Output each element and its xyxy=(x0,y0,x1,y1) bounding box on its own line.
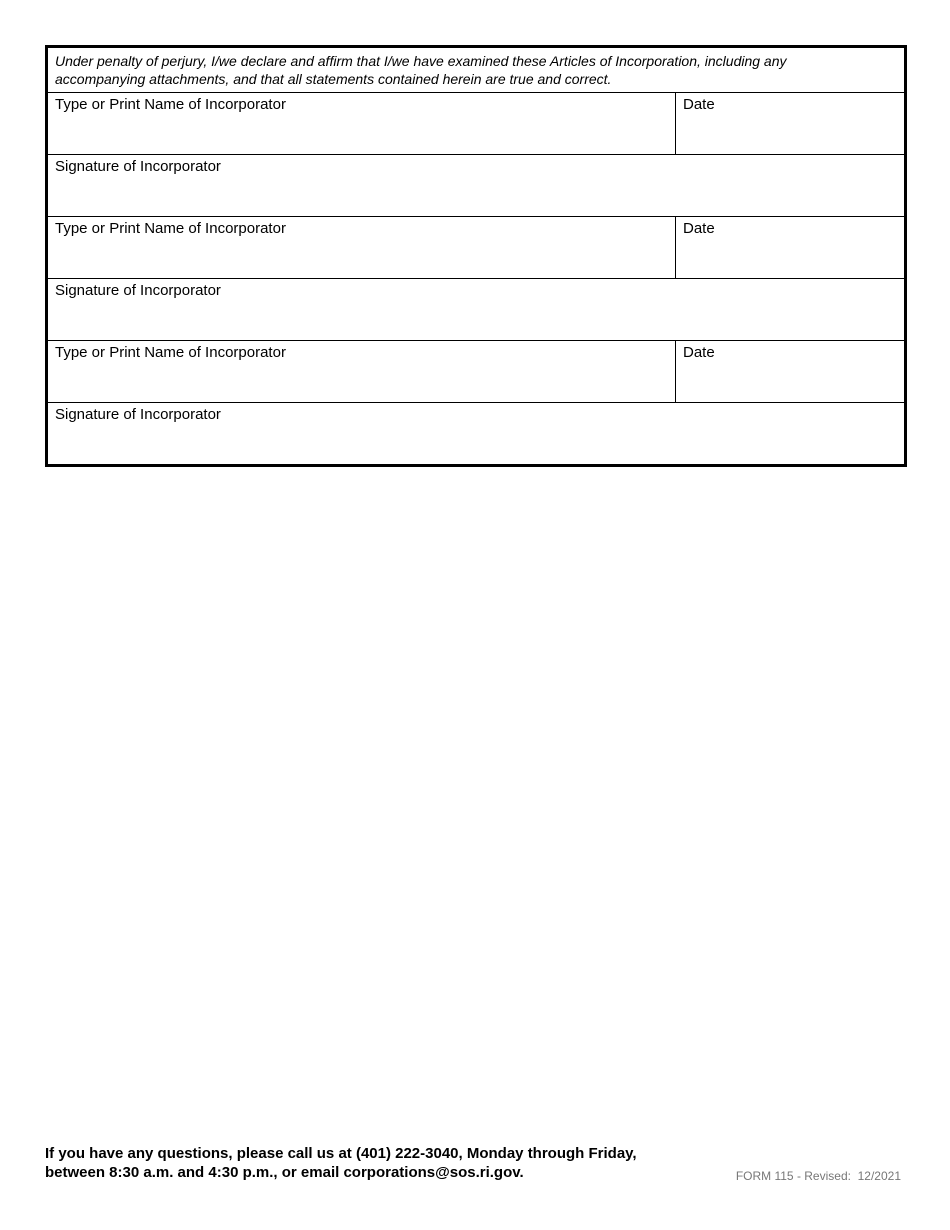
incorporator-2-signature-field[interactable] xyxy=(48,279,904,340)
incorporator-1-signature-label: Signature of Incorporator xyxy=(55,158,221,175)
incorporator-1-name-label: Type or Print Name of Incorporator xyxy=(55,96,286,113)
form-revision-label: FORM 115 - Revised: 12/2021 xyxy=(735,1169,901,1183)
incorporator-3-date-field[interactable] xyxy=(676,341,904,402)
incorporator-1-date-label: Date xyxy=(683,96,715,113)
incorporator-2-signature-row xyxy=(48,279,904,341)
incorporator-3-name-row xyxy=(48,341,904,403)
incorporator-1-signature-row xyxy=(48,155,904,217)
incorporator-2-name-row xyxy=(48,217,904,279)
incorporator-3-date-label: Date xyxy=(683,344,715,361)
incorporator-1-name-field[interactable] xyxy=(48,93,676,154)
incorporator-3-name-field[interactable] xyxy=(48,341,676,402)
incorporator-2-date-field[interactable] xyxy=(676,217,904,278)
incorporator-1-signature-field[interactable] xyxy=(48,155,904,216)
incorporator-2-date-label: Date xyxy=(683,220,715,237)
incorporator-2-name-label: Type or Print Name of Incorporator xyxy=(55,220,286,237)
incorporator-1-date-field[interactable] xyxy=(676,93,904,154)
contact-line-1: If you have any questions, please call us at (401) 222-3040, Monday through Friday, xyxy=(45,1145,637,1162)
incorporator-1-name-row xyxy=(48,93,904,155)
perjury-declaration xyxy=(48,48,904,93)
declaration-line-1: Under penalty of perjury, I/we declare and affirm that I/we have examined these Articles of Incorporation, including any xyxy=(55,53,787,69)
declaration-line-2: accompanying attachments, and that all statements contained herein are true and correct. xyxy=(55,71,612,87)
contact-line-2: between 8:30 a.m. and 4:30 p.m., or email corporations@sos.ri.gov. xyxy=(45,1164,524,1181)
incorporator-3-name-label: Type or Print Name of Incorporator xyxy=(55,344,286,361)
incorporator-3-signature-field[interactable] xyxy=(48,403,904,464)
contact-information xyxy=(45,1144,705,1182)
incorporator-signature-form xyxy=(45,45,907,467)
incorporator-2-signature-label: Signature of Incorporator xyxy=(55,282,221,299)
incorporator-2-name-field[interactable] xyxy=(48,217,676,278)
incorporator-3-signature-row xyxy=(48,403,904,464)
incorporator-3-signature-label: Signature of Incorporator xyxy=(55,406,221,423)
